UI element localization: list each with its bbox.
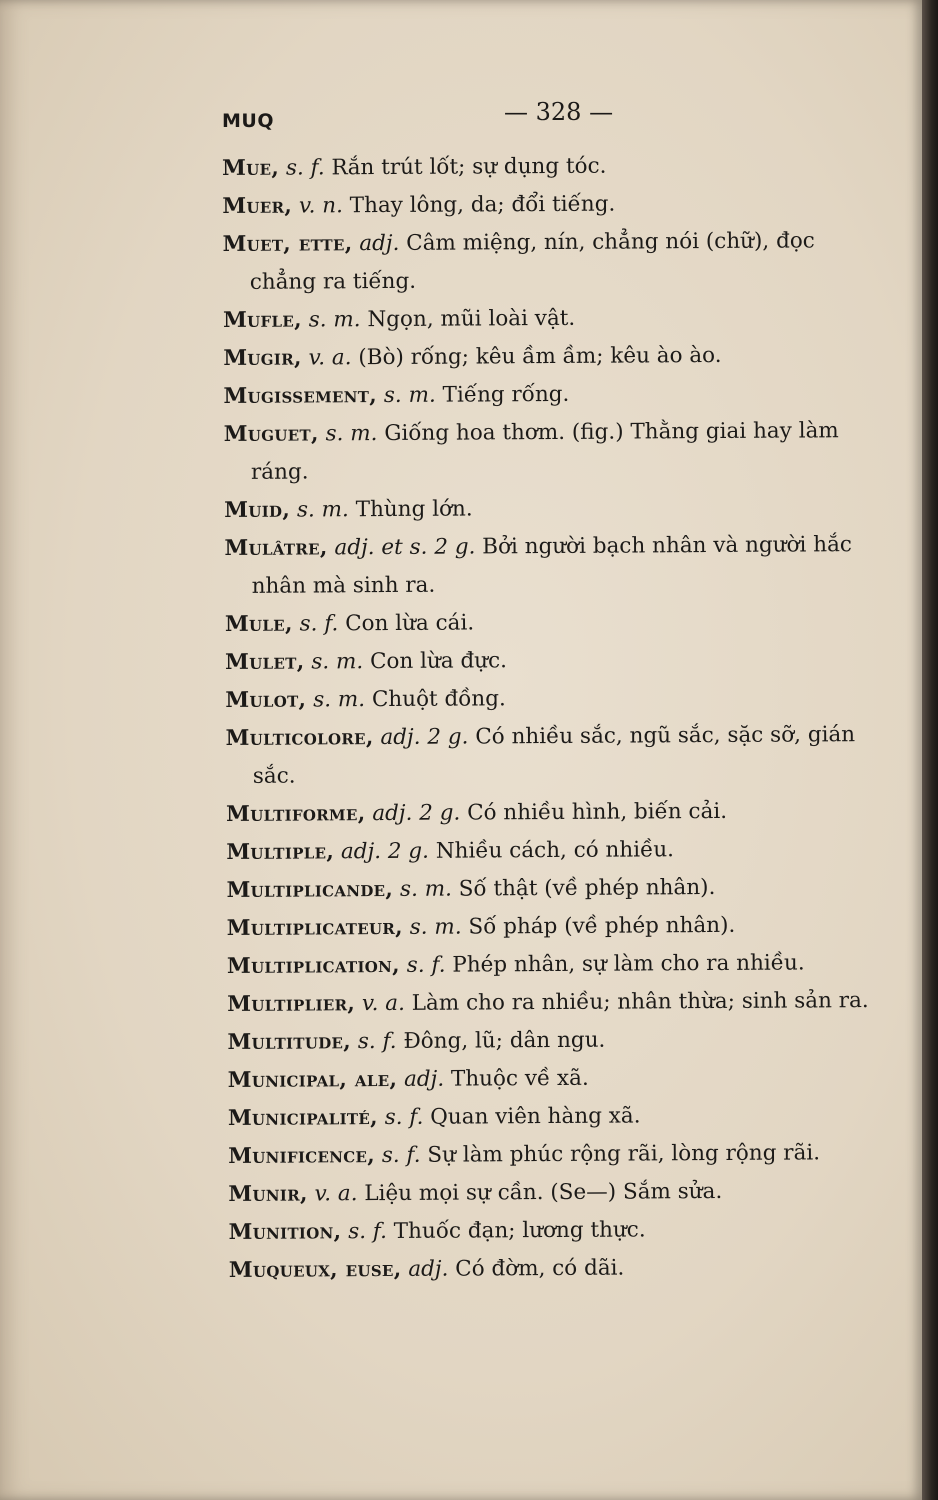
definition: Số thật (về phép nhân). bbox=[451, 875, 716, 902]
headword: Munir, bbox=[228, 1181, 308, 1207]
entry-mue bbox=[222, 146, 912, 188]
page-number: — 328 — bbox=[504, 98, 614, 126]
definition: Giống hoa thơm. (fig.) Thằng giai hay làm bbox=[377, 418, 839, 447]
entry-mugir bbox=[223, 336, 913, 378]
headword: Muguet, bbox=[223, 421, 319, 447]
definition-continued: ráng. bbox=[250, 459, 309, 485]
entry-multiplication bbox=[227, 944, 917, 986]
grammar: s. m. bbox=[290, 497, 349, 523]
grammar: adj. 2 g. bbox=[373, 724, 469, 751]
entry-list bbox=[222, 146, 919, 1290]
grammar: s. m. bbox=[318, 421, 378, 447]
headword: Mulet, bbox=[225, 649, 305, 675]
headword: Multitude, bbox=[227, 1029, 352, 1055]
grammar: s. f. bbox=[350, 1028, 397, 1055]
headword: Mule, bbox=[224, 611, 293, 637]
definition: Liệu mọi sự cần. (Se—) Sắm sửa. bbox=[357, 1178, 723, 1207]
definition-continued: sắc. bbox=[252, 763, 296, 789]
entry-multiplier bbox=[227, 982, 917, 1024]
definition: Đông, lũ; dân ngu. bbox=[396, 1027, 606, 1054]
headword: Muet, ette, bbox=[222, 231, 353, 257]
entry-municipal bbox=[228, 1058, 918, 1100]
definition: Có đờm, có dãi. bbox=[448, 1255, 625, 1282]
definition: Phép nhân, sự làm cho ra nhiều. bbox=[445, 950, 805, 978]
definition: Tiếng rống. bbox=[435, 381, 570, 408]
page-header bbox=[222, 98, 642, 134]
headword: Multiple, bbox=[226, 839, 335, 865]
headword: Munition, bbox=[228, 1219, 342, 1245]
definition: Sự làm phúc rộng rãi, lòng rộng rãi. bbox=[420, 1140, 821, 1168]
headword: Multiplicande, bbox=[226, 876, 394, 903]
headword: Multiplicateur, bbox=[226, 914, 403, 941]
definition-continued: chẳng ra tiếng. bbox=[249, 268, 417, 295]
entry-munificence bbox=[228, 1134, 918, 1176]
grammar: v. a. bbox=[307, 1181, 358, 1207]
headword: Multiforme, bbox=[225, 801, 366, 827]
definition: Rắn trút lốt; sự dụng tóc. bbox=[324, 153, 607, 181]
entry-multitude bbox=[227, 1020, 917, 1062]
definition: Làm cho ra nhiều; nhân thừa; sinh sản ra. bbox=[404, 988, 869, 1016]
entry-muid bbox=[224, 488, 914, 530]
definition: Có nhiều sắc, ngũ sắc, sặc sỡ, gián bbox=[468, 722, 856, 750]
grammar: adj. et s. 2 g. bbox=[327, 534, 476, 561]
grammar: adj. bbox=[352, 230, 400, 257]
entry-multiplicande bbox=[226, 868, 916, 910]
headword: Multicolore, bbox=[225, 725, 374, 751]
headword: Municipalité, bbox=[227, 1105, 378, 1131]
definition: Thùng lớn. bbox=[348, 496, 473, 523]
entry-muguet bbox=[224, 412, 914, 492]
entry-mule bbox=[225, 602, 915, 644]
grammar: adj. bbox=[397, 1066, 445, 1092]
book-edge bbox=[922, 0, 938, 1500]
grammar: s. f. bbox=[341, 1219, 387, 1245]
grammar: s. m. bbox=[402, 914, 462, 940]
grammar: v. a. bbox=[301, 345, 352, 371]
entry-munir bbox=[228, 1172, 918, 1214]
headword: Muer, bbox=[222, 193, 293, 219]
definition: Chuột đồng. bbox=[365, 686, 506, 713]
grammar: s. f. bbox=[399, 952, 446, 978]
headword: Mue, bbox=[222, 155, 280, 181]
grammar: s. f. bbox=[292, 611, 339, 637]
grammar: s. m. bbox=[393, 876, 453, 902]
grammar: s. f. bbox=[279, 155, 325, 181]
grammar: s. f. bbox=[374, 1142, 421, 1169]
entry-mulatre bbox=[224, 526, 914, 606]
grammar: s. m. bbox=[306, 687, 366, 713]
headword: Mulâtre, bbox=[224, 535, 328, 561]
definition: Bởi người bạch nhân và người hắc bbox=[475, 532, 852, 560]
headword: Municipal, ale, bbox=[227, 1066, 398, 1093]
entry-multiplicateur bbox=[227, 906, 917, 948]
entry-multiforme bbox=[226, 792, 916, 834]
grammar: v. n. bbox=[292, 193, 343, 219]
definition: Thuốc đạn; lương thực. bbox=[386, 1217, 646, 1245]
entry-mugissement bbox=[223, 374, 913, 416]
definition: (Bò) rống; kêu ầm ầm; kêu ào ào. bbox=[351, 342, 722, 371]
grammar: v. a. bbox=[355, 990, 405, 1017]
definition: Ngọn, mũi loài vật. bbox=[360, 305, 576, 333]
headword: Mulot, bbox=[225, 687, 307, 713]
entry-multicolore bbox=[225, 716, 915, 796]
grammar: s. f. bbox=[377, 1104, 424, 1131]
definition: Nhiều cách, có nhiều. bbox=[428, 837, 675, 864]
headword: Mufle, bbox=[222, 307, 302, 333]
entry-mulet bbox=[225, 640, 915, 682]
headword: Muid, bbox=[224, 497, 291, 523]
grammar: adj. 2 g. bbox=[365, 800, 461, 827]
grammar: s. m. bbox=[304, 649, 364, 675]
headword: Mugir, bbox=[223, 345, 302, 371]
entry-multiple bbox=[226, 830, 916, 872]
headword: Multiplier, bbox=[227, 991, 356, 1017]
entry-mulot bbox=[225, 678, 915, 720]
running-head: MUQ bbox=[222, 110, 274, 132]
definition: Thuộc về xã. bbox=[444, 1065, 589, 1092]
grammar: adj. bbox=[401, 1256, 449, 1282]
definition: Câm miệng, nín, chẳng nói (chữ), đọc bbox=[399, 228, 815, 256]
entry-mufle bbox=[223, 298, 913, 340]
entry-muet bbox=[222, 222, 912, 302]
definition: Con lừa cái. bbox=[338, 610, 475, 637]
definition: Quan viên hàng xã. bbox=[423, 1103, 641, 1130]
grammar: adj. 2 g. bbox=[334, 838, 430, 865]
headword: Munificence, bbox=[228, 1143, 376, 1169]
definition: Con lừa đực. bbox=[363, 648, 508, 675]
definition: Số pháp (về phép nhân). bbox=[461, 912, 736, 940]
entry-munition bbox=[228, 1210, 918, 1252]
definition-continued: nhân mà sinh ra. bbox=[251, 572, 436, 599]
definition: Thay lông, da; đổi tiếng. bbox=[342, 191, 616, 219]
headword: Mugissement, bbox=[223, 383, 378, 409]
entry-muer bbox=[222, 184, 912, 226]
headword: Muqueux, euse, bbox=[228, 1256, 402, 1283]
entry-municipalite bbox=[228, 1096, 918, 1138]
definition: Có nhiều hình, biến cải. bbox=[460, 798, 728, 826]
grammar: s. m. bbox=[376, 382, 436, 409]
entry-muqueux bbox=[229, 1248, 919, 1290]
headword: Multiplication, bbox=[226, 952, 400, 979]
grammar: s. m. bbox=[301, 307, 361, 333]
